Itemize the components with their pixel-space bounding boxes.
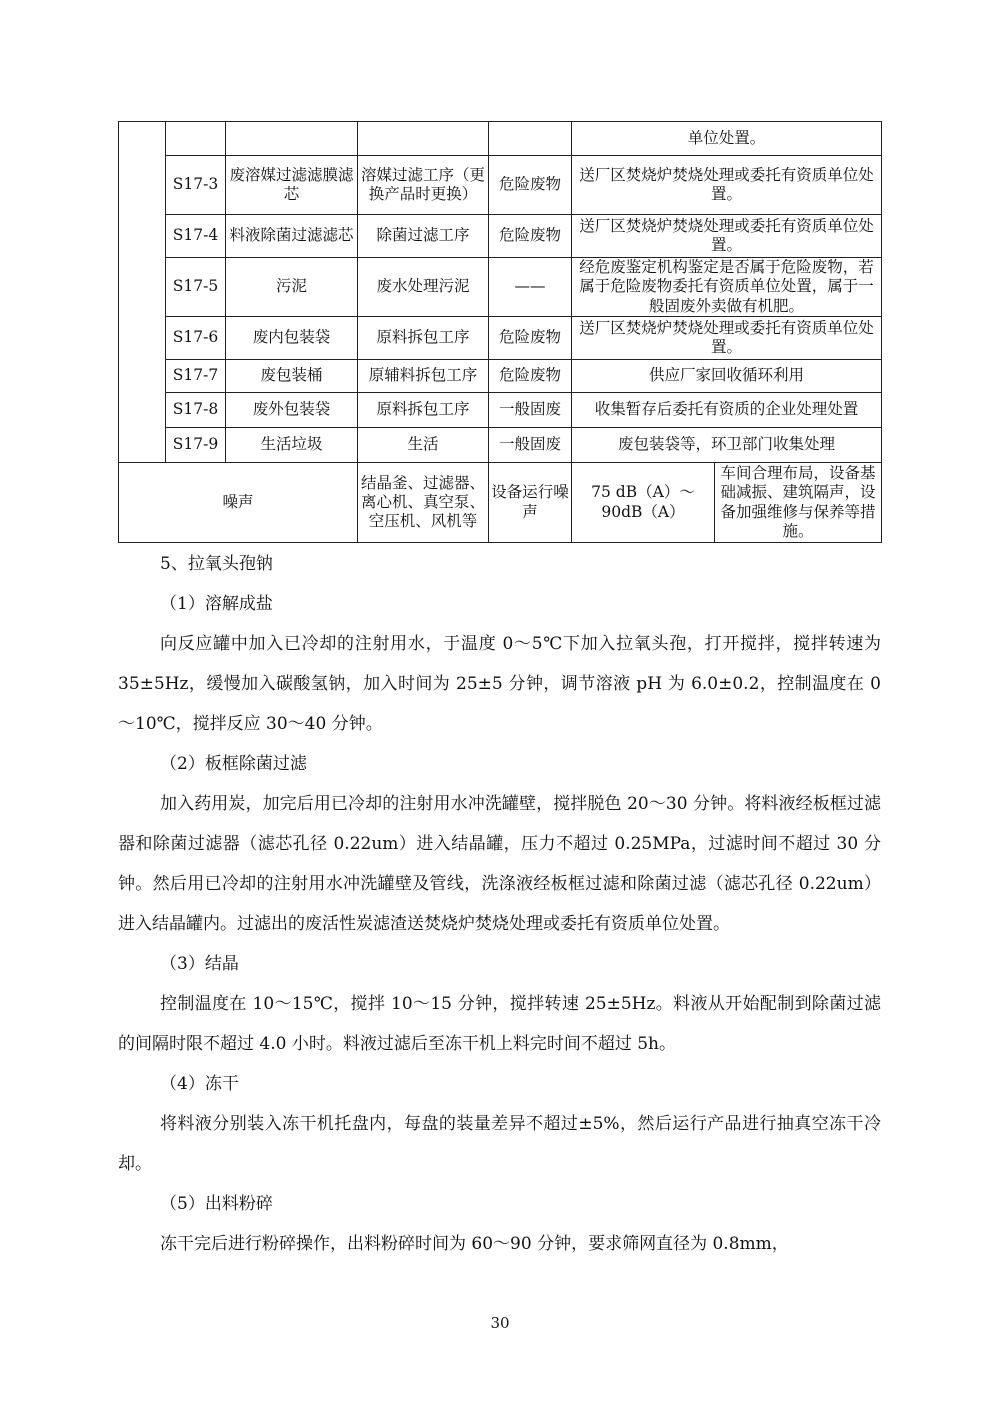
solid-waste-table [118, 121, 882, 543]
noise-label: 噪声 [119, 463, 358, 543]
step-paragraph: 将料液分别装入冻干机托盘内，每盘的装量差异不超过±5%，然后运行产品进行抽真空冻干冷却。 [118, 1114, 881, 1174]
noise-source: 结晶釜、过滤器、离心机、真空泵、空压机、风机等 [358, 463, 489, 543]
waste-name: 生活垃圾 [226, 428, 358, 463]
waste-name: 料液除菌过滤滤芯 [226, 215, 358, 258]
disposal-cell: 供应厂家回收循环利用 [572, 360, 882, 393]
disposal-cell: 单位处置。 [572, 122, 882, 156]
waste-id: S17-3 [166, 156, 226, 215]
merged-category-cell [119, 122, 166, 463]
waste-category: 危险废物 [489, 156, 572, 215]
waste-name: 污泥 [226, 258, 358, 317]
waste-source: 溶媒过滤工序（更换产品时更换） [358, 156, 489, 215]
waste-category: —— [489, 258, 572, 317]
waste-source: 原料拆包工序 [358, 317, 489, 360]
waste-source: 生活 [358, 428, 489, 463]
waste-id: S17-6 [166, 317, 226, 360]
waste-category: 危险废物 [489, 215, 572, 258]
waste-source: 原辅料拆包工序 [358, 360, 489, 393]
table-row [119, 156, 882, 215]
noise-row [119, 463, 882, 543]
noise-type: 设备运行噪声 [489, 463, 572, 543]
body-text [118, 544, 881, 1264]
waste-id: S17-7 [166, 360, 226, 393]
table-row [119, 258, 882, 317]
noise-measures: 车间合理布局，设备基础减振、建筑隔声，设备加强维修与保养等措施。 [715, 463, 882, 543]
waste-id: S17-4 [166, 215, 226, 258]
waste-id: S17-9 [166, 428, 226, 463]
step-paragraph: 加入药用炭，加完后用已冷却的注射用水冲洗罐壁，搅拌脱色 20～30 分钟。将料液经板框过滤器和除菌过滤器（滤芯孔径 0.22um）进入结晶罐，压力不超过 0.25MPa，过滤时间不超过 30 分钟。然后用已冷却的注射用水冲洗罐壁及管线，洗涤液经板框过滤和除菌过滤（滤芯孔径 0.22um）进入结晶罐内。过滤出的废活性炭滤渣送焚烧炉焚烧处理或委托有资质单位处置。 [118, 794, 881, 934]
waste-category: 一般固废 [489, 393, 572, 428]
table-row [119, 360, 882, 393]
waste-id: S17-8 [166, 393, 226, 428]
waste-category: 危险废物 [489, 317, 572, 360]
disposal-cell: 废包装袋等，环卫部门收集处理 [572, 428, 882, 463]
noise-level: 75 dB（A）～90dB（A） [572, 463, 715, 543]
waste-name: 废包装桶 [226, 360, 358, 393]
step-paragraph: 控制温度在 10～15℃，搅拌 10～15 分钟，搅拌转速 25±5Hz。料液从开始配制到除菌过滤的间隔时限不超过 4.0 小时。料液过滤后至冻干机上料完时间不超过 5h。 [118, 994, 881, 1054]
step-paragraph: 冻干完后进行粉碎操作，出料粉碎时间为 60～90 分钟，要求筛网直径为 0.8mm， [160, 1234, 789, 1254]
waste-source: 除菌过滤工序 [358, 215, 489, 258]
waste-id: S17-5 [166, 258, 226, 317]
waste-name: 废溶媒过滤滤膜滤芯 [226, 156, 358, 215]
step-heading: （2）板框除菌过滤 [160, 754, 307, 774]
step-paragraph: 向反应罐中加入已冷却的注射用水，于温度 0～5℃下加入拉氧头孢，打开搅拌，搅拌转速为 35±5Hz，缓慢加入碳酸氢钠，加入时间为 25±5 分钟，调节溶液 pH 为 6.0±0.2，控制温度在 0～10℃，搅拌反应 30～40 分钟。 [118, 634, 881, 734]
waste-name: 废外包装袋 [226, 393, 358, 428]
table-row [119, 122, 882, 156]
waste-name: 废内包装袋 [226, 317, 358, 360]
step-heading: （5）出料粉碎 [160, 1194, 273, 1214]
section-title: 5、拉氧头孢钠 [160, 554, 273, 574]
table-row [119, 393, 882, 428]
waste-category: 危险废物 [489, 360, 572, 393]
disposal-cell: 送厂区焚烧炉焚烧处理或委托有资质单位处置。 [572, 215, 882, 258]
step-heading: （3）结晶 [160, 954, 239, 974]
disposal-cell: 送厂区焚烧炉焚烧处理或委托有资质单位处置。 [572, 156, 882, 215]
waste-source: 废水处理污泥 [358, 258, 489, 317]
waste-source: 原料拆包工序 [358, 393, 489, 428]
table-row [119, 428, 882, 463]
table-row [119, 317, 882, 360]
disposal-cell: 收集暂存后委托有资质的企业处理处置 [572, 393, 882, 428]
waste-category: 一般固废 [489, 428, 572, 463]
step-heading: （4）冻干 [160, 1074, 239, 1094]
disposal-cell: 送厂区焚烧炉焚烧处理或委托有资质单位处置。 [572, 317, 882, 360]
step-heading: （1）溶解成盐 [160, 594, 273, 614]
page-number: 30 [490, 1314, 510, 1332]
table-row [119, 215, 882, 258]
disposal-cell: 经危废鉴定机构鉴定是否属于危险废物，若属于危险废物委托有资质单位处置，属于一般固废外卖做有机肥。 [572, 258, 882, 317]
